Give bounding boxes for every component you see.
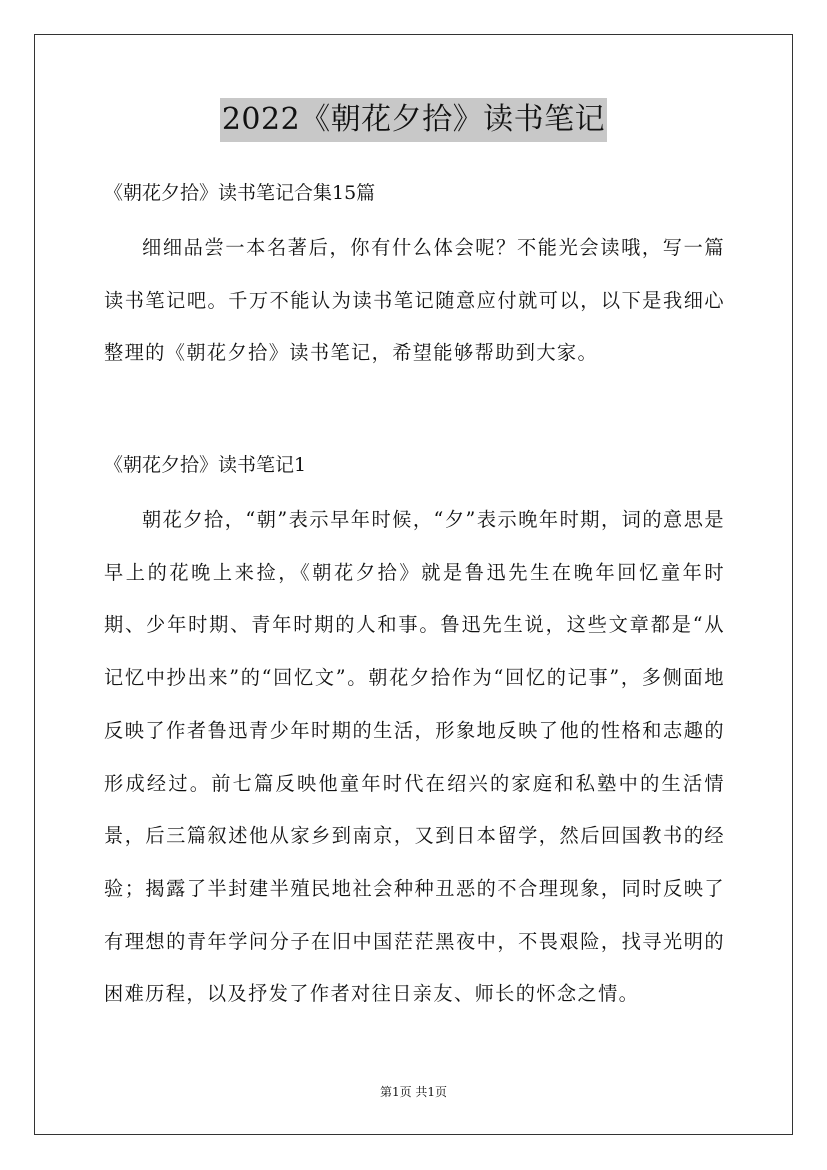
- section-heading: 《朝花夕拾》读书笔记1: [104, 454, 307, 476]
- page-footer: 第1页 共1页: [379, 1085, 448, 1099]
- document-title: 2022《朝花夕拾》读书笔记: [220, 98, 607, 142]
- section-body-paragraph: 朝花夕拾，“朝”表示早年时候，“夕”表示晚年时期，词的意思是早上的花晚上来捡，《朝花夕拾》就是鲁迅先生在晚年回忆童年时期、少年时期、青年时期的人和事。鲁迅先生说，这些文章都是“从记忆中抄出来”的“回忆文”。朝花夕拾作为“回忆的记事”，多侧面地反映了作者鲁迅青少年时期的生活，形象地反映了他的性格和志趣的形成经过。前七篇反映他童年时代在绍兴的家庭和私塾中的生活情景，后三篇叙述他从家乡到南京，又到日本留学，然后回国教书的经验；揭露了半封建半殖民地社会种种丑恶的不合理现象，同时反映了有理想的青年学问分子在旧中国茫茫黑夜中，不畏艰险，找寻光明的困难历程，以及抒发了作者对往日亲友、师长的怀念之情。: [104, 508, 725, 1006]
- title-container: [0, 98, 827, 142]
- intro-paragraph: 细细品尝一本名著后，你有什么体会呢？不能光会读哦，写一篇读书笔记吧。千万不能认为读书笔记随意应付就可以，以下是我细心整理的《朝花夕拾》读书笔记，希望能够帮助到大家。: [104, 236, 725, 365]
- document-subtitle: 《朝花夕拾》读书笔记合集15篇: [104, 182, 376, 204]
